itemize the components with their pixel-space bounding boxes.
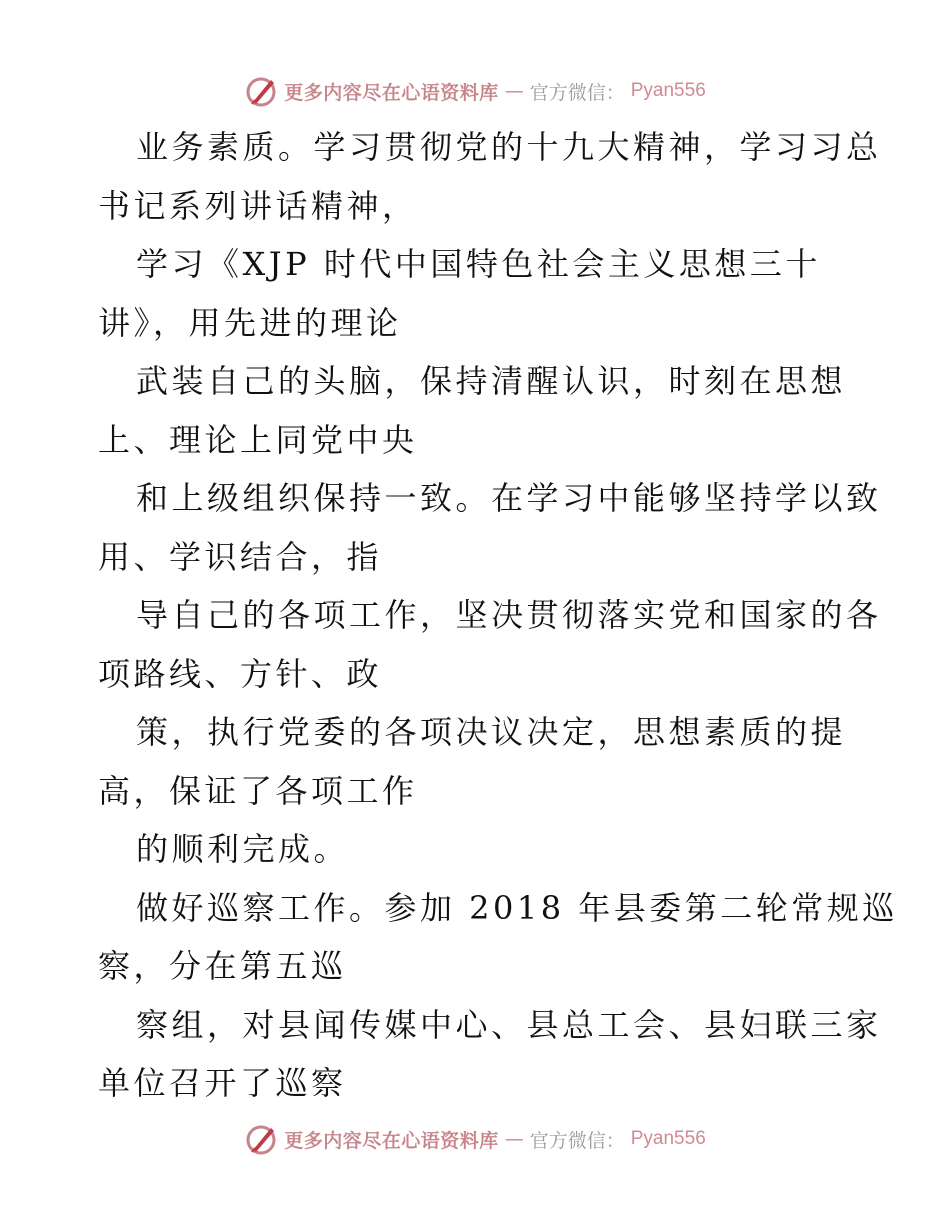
- watermark-separator: —: [504, 1128, 524, 1150]
- watermark-wechat-id: Pyan556: [630, 80, 706, 101]
- paragraph-line: 项路线、方针、政: [98, 654, 383, 693]
- watermark-site-name: 更多内容尽在心语资料库: [284, 1129, 499, 1152]
- watermark-wechat-label: 官方微信：: [529, 81, 625, 104]
- paragraph-line: 导自己的各项工作，坚决贯彻落实党和国家的各: [136, 596, 882, 634]
- paragraph-line: 察，分在第五巡: [98, 947, 347, 985]
- paragraph-line: 察组，对县闻传媒中心、县总工会、县妇联三家: [136, 1005, 882, 1044]
- watermark-wechat-label: 官方微信：: [529, 1129, 625, 1152]
- header-watermark: [0, 71, 950, 111]
- paragraph-line: 武装自己的头脑，保持清醒认识，时刻在思想: [136, 362, 847, 400]
- paragraph-line: 书记系列讲话精神，: [98, 186, 418, 225]
- paragraph-line: 学习《XJP 时代中国特色社会主义思想三十: [136, 245, 821, 283]
- paragraph-line: 业务素质。学习贯彻党的十九大精神，学习习总: [136, 128, 882, 166]
- watermark-separator: —: [504, 80, 524, 102]
- watermark-wechat-id: Pyan556: [630, 1128, 706, 1149]
- paragraph-line: 策，执行党委的各项决议决定，思想素质的提: [136, 713, 847, 751]
- paragraph-line: 用、学识结合，指: [98, 537, 383, 576]
- paragraph-line: 高，保证了各项工作: [98, 771, 418, 810]
- paragraph-line: 和上级组织保持一致。在学习中能够坚持学以致: [136, 479, 882, 517]
- document-body: [98, 118, 898, 1113]
- paragraph-line: 单位召开了巡察: [98, 1064, 347, 1102]
- paragraph-line: 上、理论上同党中央: [98, 420, 418, 459]
- quill-logo-icon: [244, 1122, 278, 1156]
- paragraph-line: 的顺利完成。: [136, 830, 350, 868]
- quill-logo-icon: [244, 74, 278, 108]
- paragraph-line: 做好巡察工作。参加 2018 年县委第二轮常规巡: [136, 888, 898, 927]
- paragraph-line: 讲》，用先进的理论: [98, 303, 402, 342]
- watermark-site-name: 更多内容尽在心语资料库: [284, 81, 499, 104]
- footer-watermark: [0, 1119, 950, 1159]
